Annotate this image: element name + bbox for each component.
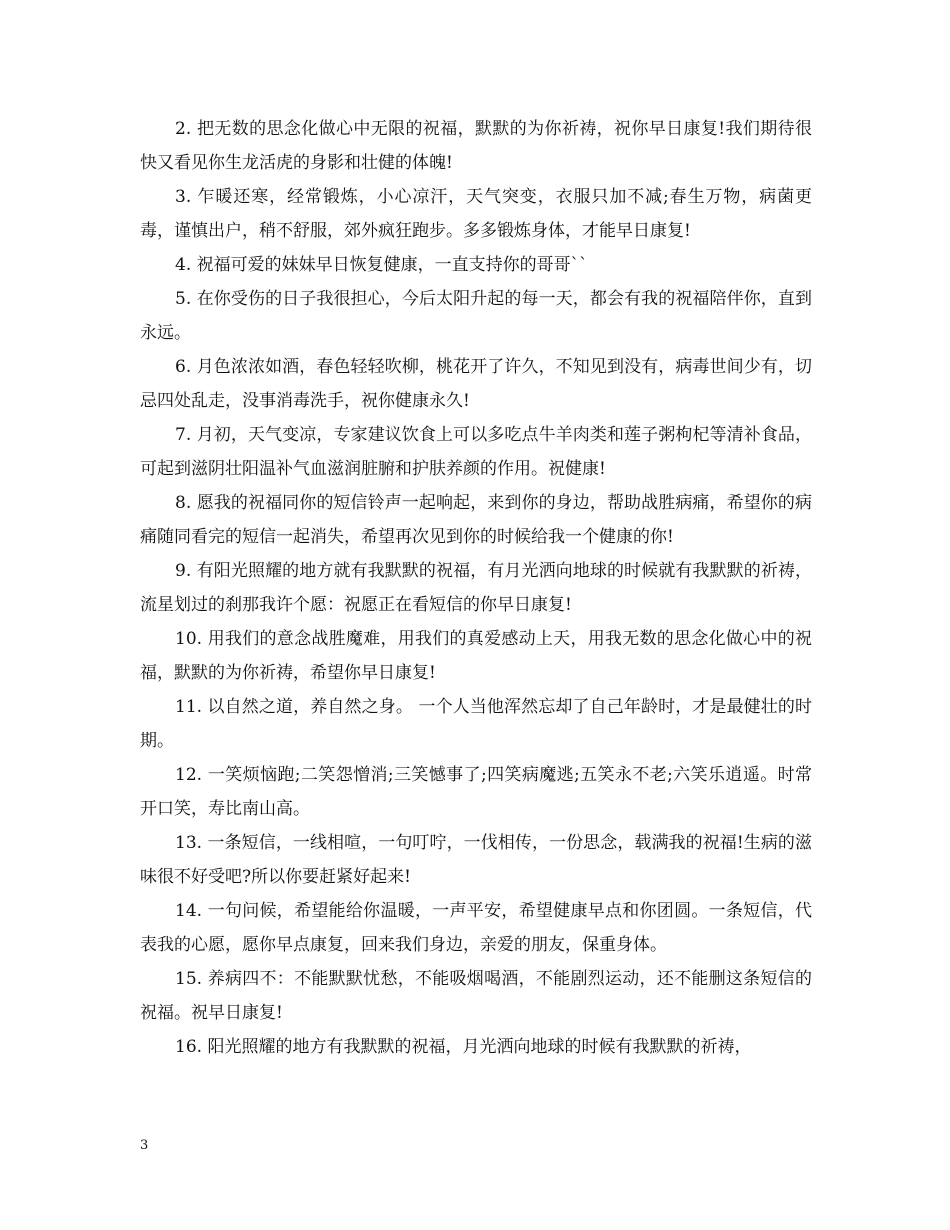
paragraph-8: 8. 愿我的祝福同你的短信铃声一起响起，来到你的身边，帮助战胜病痛，希望你的病痛随同看完的短信一起消失，希望再次见到你的时候给我一个健康的你! — [140, 493, 812, 547]
paragraph-15: 15. 养病四不：不能默默忧愁，不能吸烟喝酒，不能剧烈运动，还不能删这条短信的祝福。祝早日康复! — [140, 969, 812, 1023]
paragraph-12: 12. 一笑烦恼跑;二笑怨憎消;三笑憾事了;四笑病魔逃;五笑永不老;六笑乐逍遥。时常开口笑，寿比南山高。 — [140, 765, 812, 819]
page-number: 3 — [140, 1138, 149, 1153]
document-body — [140, 112, 812, 1064]
paragraph-2: 2. 把无数的思念化做心中无限的祝福，默默的为你祈祷，祝你早日康复!我们期待很快又看见你生龙活虎的身影和壮健的体魄! — [140, 119, 812, 173]
paragraph-4: 4. 祝福可爱的妹妹早日恢复健康，一直支持你的哥哥`` — [175, 255, 588, 275]
paragraph-3: 3. 乍暖还寒，经常锻炼，小心凉汗，天气突变，衣服只加不减;春生万物，病菌更毒，谨慎出户，稍不舒服，郊外疯狂跑步。多多锻炼身体，才能早日康复! — [140, 187, 812, 241]
paragraph-11: 11. 以自然之道，养自然之身。 一个人当他浑然忘却了自己年龄时，才是最健壮的时期。 — [140, 697, 812, 751]
paragraph-5: 5. 在你受伤的日子我很担心，今后太阳升起的每一天，都会有我的祝福陪伴你，直到永远。 — [140, 289, 812, 343]
paragraph-13: 13. 一条短信，一线相喧，一句叮咛，一伐相传，一份思念，载满我的祝福!生病的滋味很不好受吧?所以你要赶紧好起来! — [140, 833, 812, 887]
paragraph-10: 10. 用我们的意念战胜魔难，用我们的真爱感动上天，用我无数的思念化做心中的祝福，默默的为你祈祷，希望你早日康复! — [140, 629, 812, 683]
paragraph-6: 6. 月色浓浓如酒，春色轻轻吹柳，桃花开了许久，不知见到没有，病毒世间少有，切忌四处乱走，没事消毒洗手，祝你健康永久! — [140, 357, 812, 411]
paragraph-16: 16. 阳光照耀的地方有我默默的祝福，月光洒向地球的时候有我默默的祈祷， — [175, 1037, 752, 1057]
paragraph-14: 14. 一句问候，希望能给你温暖，一声平安，希望健康早点和你团圆。一条短信，代表我的心愿，愿你早点康复，回来我们身边，亲爱的朋友，保重身体。 — [140, 901, 812, 955]
paragraph-7: 7. 月初，天气变凉，专家建议饮食上可以多吃点牛羊肉类和莲子粥枸杞等清补食品，可起到滋阴壮阳温补气血滋润脏腑和护肤养颜的作用。祝健康! — [140, 425, 812, 479]
paragraph-9: 9. 有阳光照耀的地方就有我默默的祝福，有月光洒向地球的时候就有我默默的祈祷，流星划过的刹那我许个愿：祝愿正在看短信的你早日康复! — [140, 561, 812, 615]
